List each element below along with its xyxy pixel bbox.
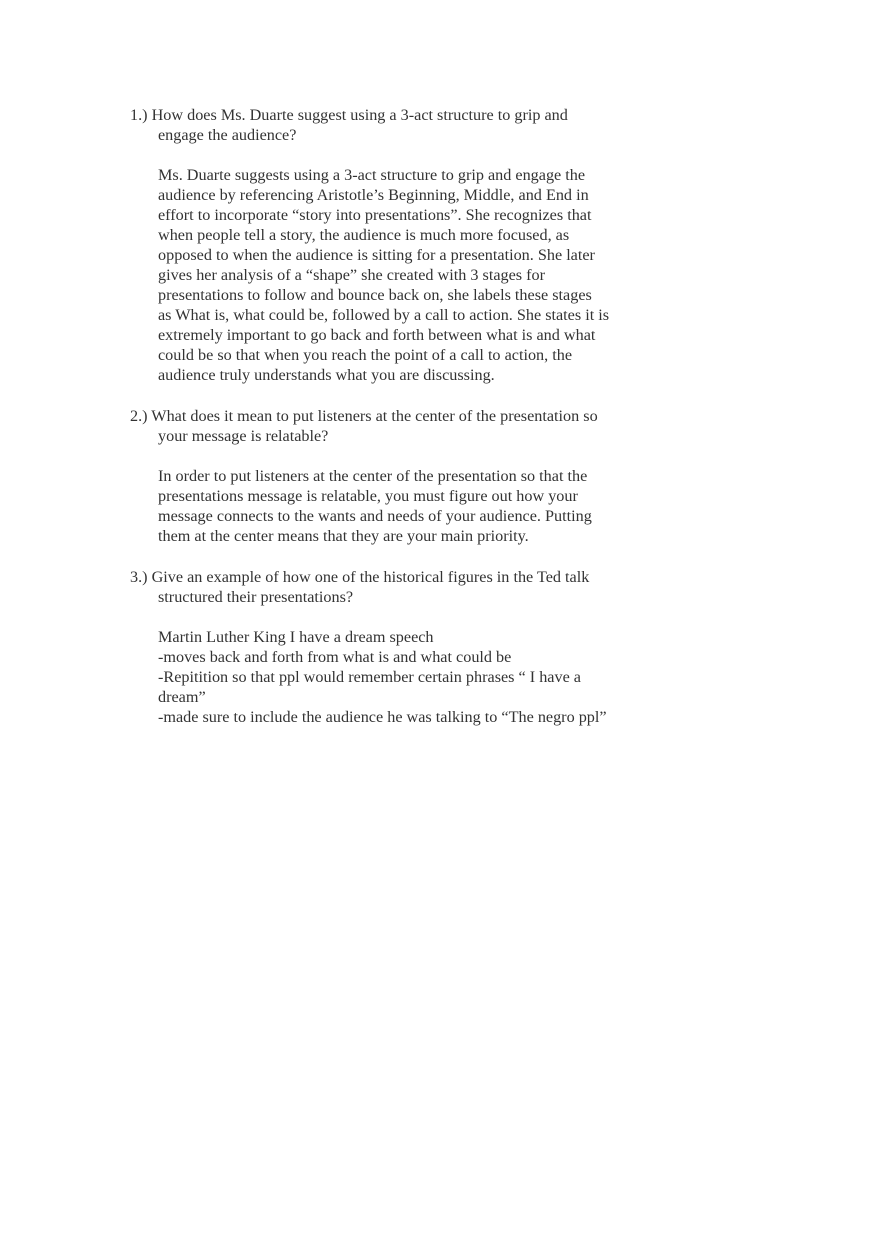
question-text-line: What does it mean to put listeners at the center of the presentation so [151, 407, 598, 425]
answer-paragraph [158, 707, 642, 727]
answer-line: presentations to follow and bounce back on, she labels these stages [158, 286, 592, 304]
question-number: 3.) [130, 568, 148, 586]
answer-line: opposed to when the audience is sitting for a presentation. She later [158, 246, 595, 264]
question-block-1 [130, 105, 650, 385]
answer-3 [158, 627, 642, 727]
answer-line: audience truly understands what you are discussing. [158, 366, 495, 384]
answer-line: audience by referencing Aristotle’s Beginning, Middle, and End in [158, 186, 589, 204]
question-3 [130, 567, 650, 607]
answer-line: effort to incorporate “story into presentations”. She recognizes that [158, 206, 592, 224]
answer-line: gives her analysis of a “shape” she created with 3 stages for [158, 266, 546, 284]
question-text-line: Give an example of how one of the historical figures in the Ted talk [151, 568, 590, 586]
answer-line: -moves back and forth from what is and what could be [158, 648, 512, 666]
answer-line: when people tell a story, the audience is much more focused, as [158, 226, 570, 244]
answer-paragraph [158, 647, 642, 667]
answer-line: dream” [158, 688, 206, 706]
question-block-3 [130, 567, 650, 727]
answer-line: message connects to the wants and needs of your audience. Putting [158, 507, 592, 525]
answer-line: Martin Luther King I have a dream speech [158, 628, 434, 646]
answer-paragraph [158, 627, 642, 647]
question-text-line: your message is relatable? [158, 427, 329, 445]
question-1 [130, 105, 650, 145]
question-text-line: engage the audience? [158, 126, 297, 144]
answer-line: them at the center means that they are your main priority. [158, 527, 529, 545]
question-text-line: structured their presentations? [158, 588, 354, 606]
answer-line: could be so that when you reach the point of a call to action, the [158, 346, 572, 364]
answer-line: -Repitition so that ppl would remember certain phrases “ I have a [158, 668, 581, 686]
answer-line: extremely important to go back and forth between what is and what [158, 326, 596, 344]
answer-1 [158, 165, 642, 385]
answer-line: as What is, what could be, followed by a call to action. She states it is [158, 306, 610, 324]
answer-line: -made sure to include the audience he was talking to “The negro ppl” [158, 708, 607, 726]
answer-paragraph [158, 667, 642, 707]
question-number: 2.) [130, 407, 148, 425]
question-block-2 [130, 406, 650, 546]
question-number: 1.) [130, 106, 148, 124]
answer-line: Ms. Duarte suggests using a 3-act structure to grip and engage the [158, 166, 586, 184]
answer-2 [158, 466, 642, 546]
answer-line: In order to put listeners at the center of the presentation so that the [158, 467, 588, 485]
question-2 [130, 406, 650, 446]
answer-line: presentations message is relatable, you must figure out how your [158, 487, 578, 505]
question-text-line: How does Ms. Duarte suggest using a 3-act structure to grip and [151, 106, 568, 124]
